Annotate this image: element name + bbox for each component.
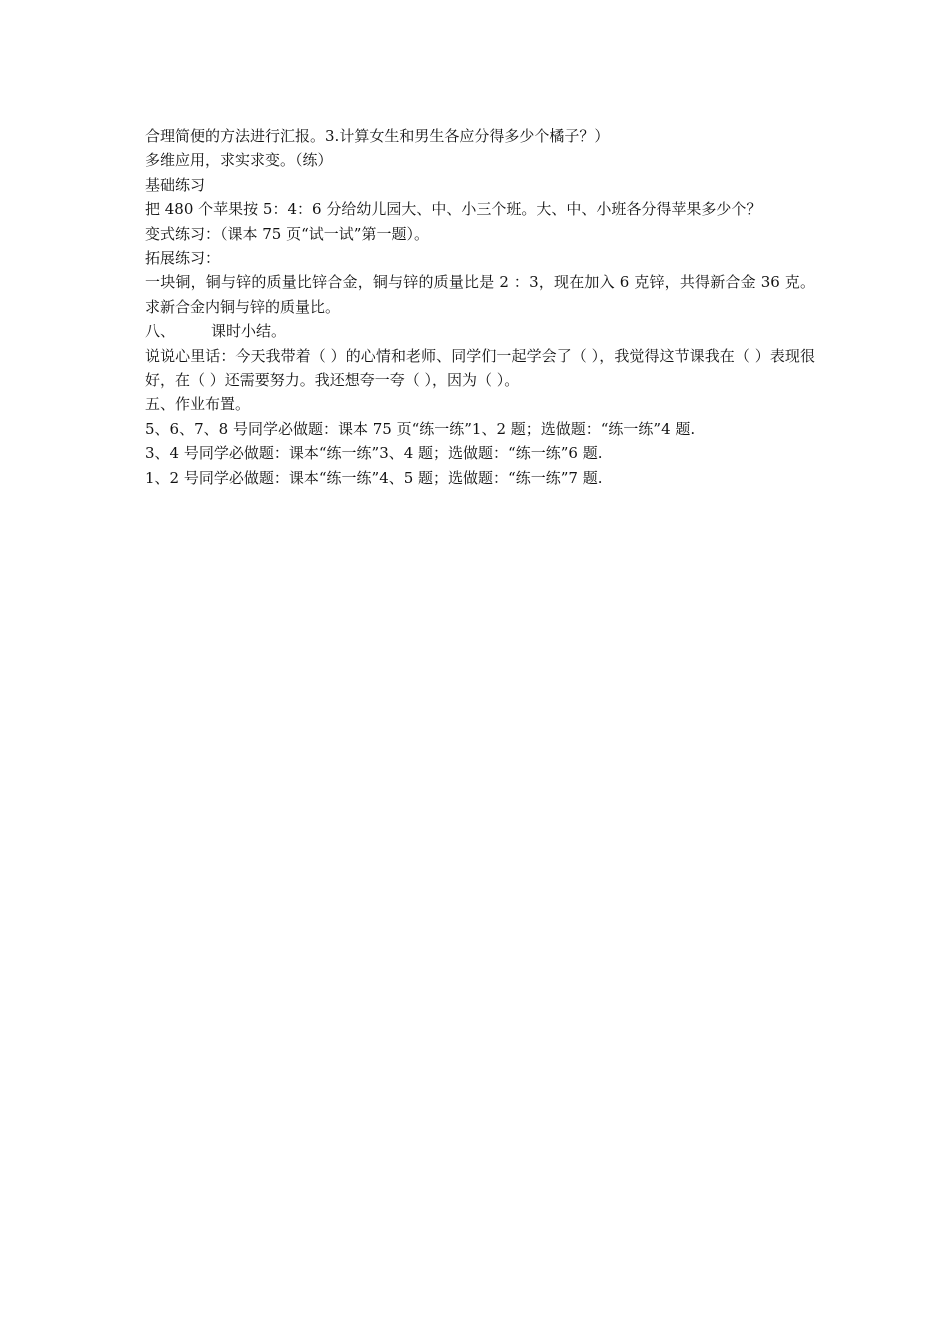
homework-item: 5、6、7、8 号同学必做题：课本 75 页“练一练”1、2 题；选做题：“练一练”4 题. <box>145 419 696 438</box>
section-heading-application: 多维应用，求实求变。（练） <box>145 151 333 170</box>
paragraph-reflection: 说说心里话：今天我带着（ ）的心情和老师、同学们一起学会了（ ），我觉得这节课我在（ ）表现很好，在（ ）还需要努力。我还想夸一夸（ ），因为（ ）。 <box>145 346 815 390</box>
text-line: 合理简便的方法进行汇报。3.计算女生和男生各应分得多少个橘子？） <box>145 127 610 145</box>
section-heading-summary <box>145 319 815 343</box>
section-title: 课时小结。 <box>211 322 287 341</box>
homework-item: 3、4 号同学必做题：课本“练一练”3、4 题；选做题：“练一练”6 题. <box>145 444 603 463</box>
subheading-extension-practice: 拓展练习： <box>145 249 221 268</box>
homework-item: 1、2 号同学必做题：课本“练一练”4、5 题；选做题：“练一练”7 题. <box>145 468 603 487</box>
text-line: 变式练习：（课本 75 页“试一试”第一题）。 <box>145 224 429 243</box>
section-heading-homework: 五、作业布置。 <box>145 395 251 414</box>
subheading-basic-practice: 基础练习 <box>145 175 206 194</box>
text-line: 把 480 个苹果按 5：4：6 分给幼儿园大、中、小三个班。大、中、小班各分得苹果多少个？ <box>145 200 762 219</box>
section-number: 八、 <box>145 322 176 341</box>
document-body <box>145 124 815 490</box>
paragraph-alloy-problem: 一块铜，铜与锌的质量比锌合金，铜与锌的质量比是 2 ：3，现在加入 6 克锌，共得新合金 36 克。求新合金内铜与锌的质量比。 <box>145 273 815 316</box>
